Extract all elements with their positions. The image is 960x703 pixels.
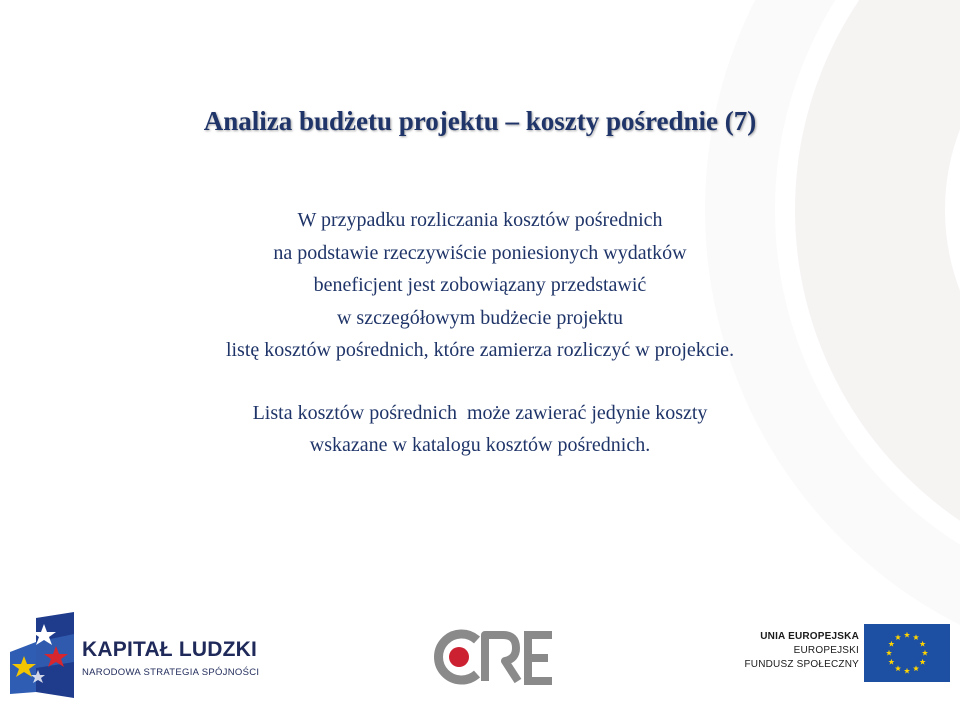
eu-line-3: FUNDUSZ SPOŁECZNY	[744, 659, 859, 670]
slide-title: Analiza budżetu projektu – koszty pośrednie (7)	[203, 106, 757, 136]
eu-text	[744, 630, 859, 672]
paragraph-1	[0, 204, 960, 367]
kapital-ludzki-subtitle: NARODOWA STRATEGIA SPÓJNOŚCI	[82, 667, 260, 678]
kapital-ludzki-title: KAPITAŁ LUDZKI	[82, 638, 258, 661]
eu-line-2: EUROPEJSKI	[793, 645, 859, 656]
paragraph-1-line: beneficjent jest zobowiązany przedstawić	[313, 274, 647, 296]
ore-ring-icon	[439, 634, 477, 680]
ore-logo	[428, 626, 556, 688]
paragraph-1-line: W przypadku rozliczania kosztów pośrednich	[297, 209, 663, 231]
paragraph-2-line: wskazane w katalogu kosztów pośrednich.	[309, 434, 651, 456]
eu-line-1: UNIA EUROPEJSKA	[760, 631, 859, 642]
paragraph-2-line: Lista kosztów pośrednich może zawierać jedynie koszty	[252, 401, 708, 424]
body-text	[0, 204, 960, 462]
paragraph-2	[0, 397, 960, 462]
paragraph-1-line: w szczegółowym budżecie projektu	[336, 306, 623, 329]
ore-letters	[485, 635, 552, 681]
eu-flag-icon	[864, 624, 950, 682]
kapital-ludzki-logo	[6, 612, 276, 700]
eu-logo	[740, 622, 955, 686]
paragraph-1-line: na podstawie rzeczywiście poniesionych wydatków	[273, 241, 687, 264]
paragraph-1-line: listę kosztów pośrednich, które zamierza rozliczyć w projekcie.	[225, 339, 735, 361]
kapital-ludzki-emblem-icon	[6, 612, 76, 698]
